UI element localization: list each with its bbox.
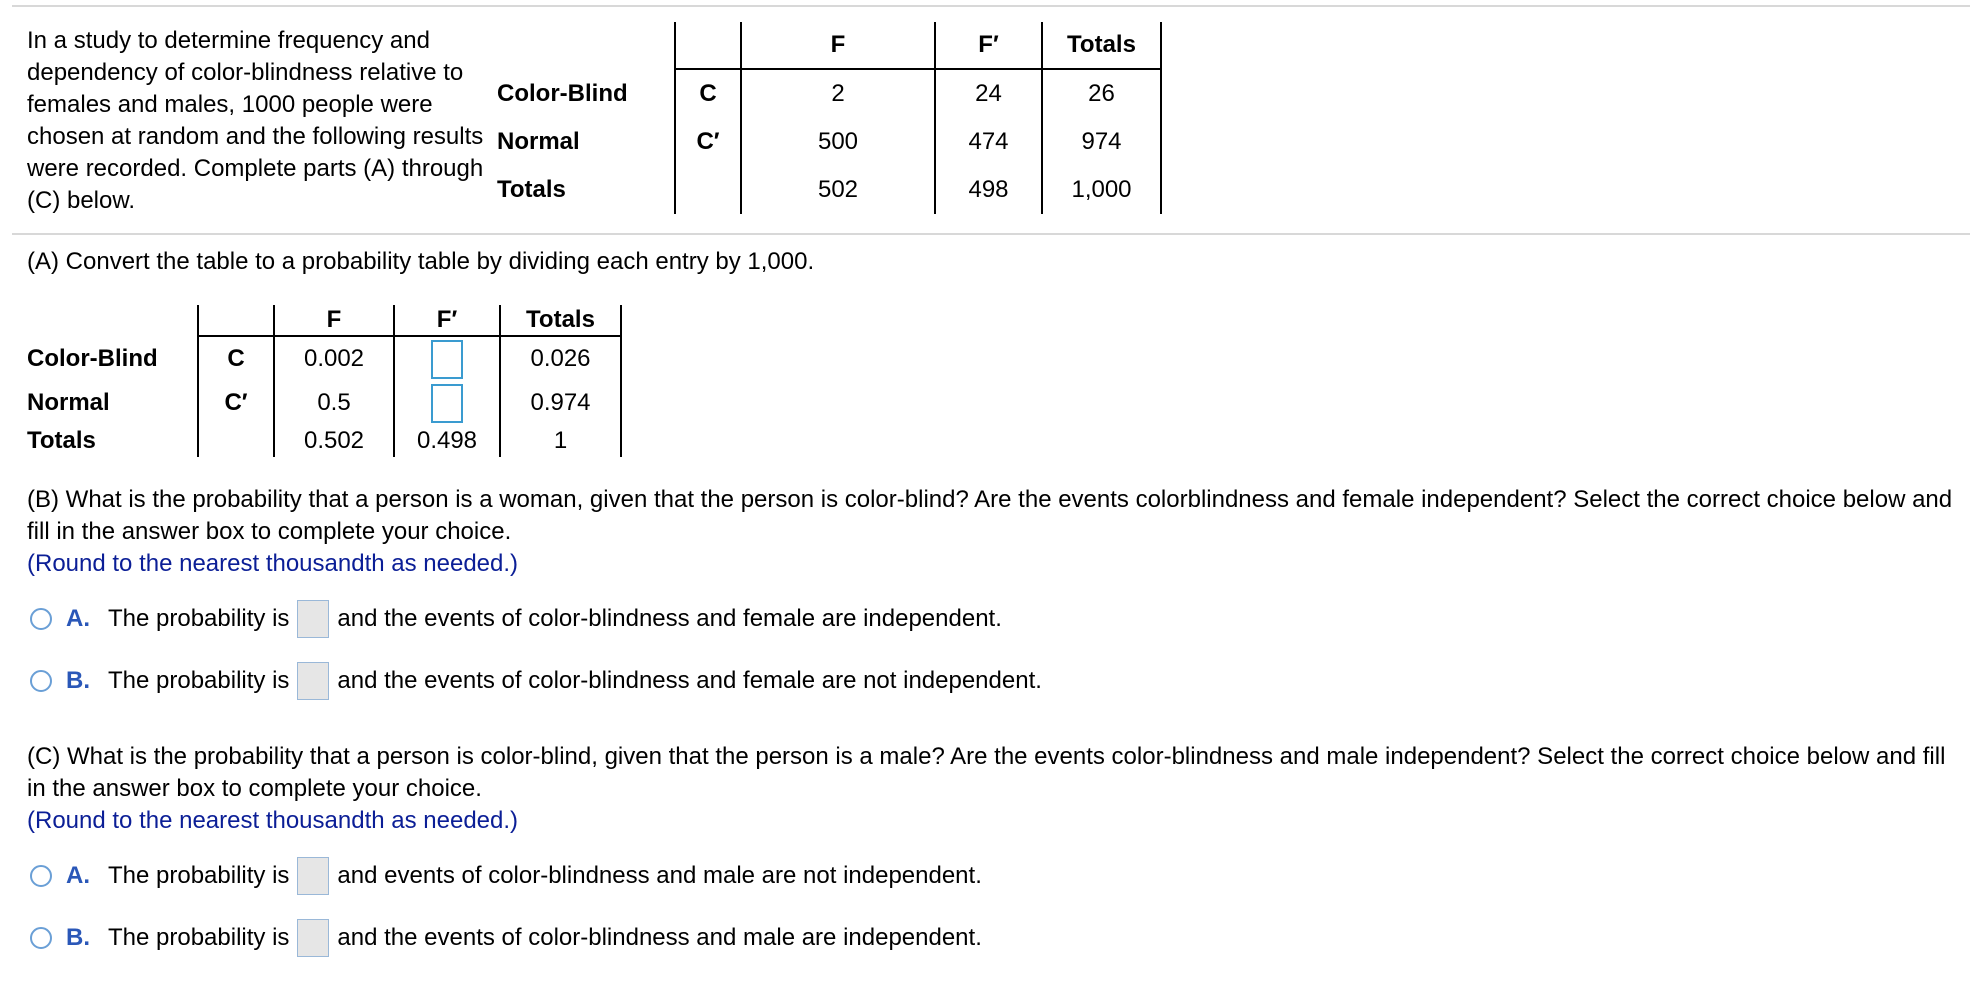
cell: 498 [935,166,1042,214]
header-f: F [274,305,394,336]
header-f: F [741,22,935,69]
header-totals: Totals [500,305,621,336]
cell: 0.026 [500,336,621,381]
header-f-prime: F′ [935,22,1042,69]
part-c-prompt: (C) What is the probability that a person is color-blind, given that the person is a male? Are the events color-blindness and male independent? Select the correct choice below and fill in the answer box to complete your choice. [27,743,1946,802]
choice-text: and the events of color-blindness and female are independent. [337,605,1002,632]
part-a-prompt: (A) Convert the table to a probability table by dividing each entry by 1,000. [27,248,815,275]
radio-icon[interactable] [30,865,52,887]
part-b-choice-a[interactable] [30,599,1002,639]
cell: 2 [741,69,935,118]
choice-text: and the events of color-blindness and male are independent. [337,924,982,951]
cell: 974 [1042,118,1161,166]
row-symbol [198,425,274,457]
cell: 0.5 [274,381,394,425]
choice-letter: B. [66,924,90,951]
choice-text: The probability is [108,667,290,694]
cell: 24 [935,69,1042,118]
answer-input-c-fprime[interactable] [431,340,463,379]
answer-input[interactable] [297,662,329,700]
answer-input[interactable] [297,600,329,638]
choice-text: and events of color-blindness and male are not independent. [337,862,982,889]
cell: 1,000 [1042,166,1161,214]
radio-icon[interactable] [30,927,52,949]
choice-text: The probability is [108,924,290,951]
row-symbol: C′ [198,381,274,425]
cell: 26 [1042,69,1161,118]
row-label: Color-Blind [497,79,628,107]
part-b-prompt: (B) What is the probability that a person is a woman, given that the person is color-blind? Are the events colorblindness and female independent? Select the correct choice below and fill in the answer box to complete your choice. [27,486,1953,545]
choice-letter: A. [66,605,90,632]
row-symbol: C [675,69,741,118]
part-b-hint: (Round to the nearest thousandth as needed.) [27,550,519,577]
probability-table [27,305,622,457]
cell: 1 [500,425,621,457]
part-c-hint: (Round to the nearest thousandth as needed.) [27,807,519,834]
header-f-prime: F′ [394,305,500,336]
answer-input[interactable] [297,919,329,957]
cell: 0.502 [274,425,394,457]
choice-text: and the events of color-blindness and female are not independent. [337,667,1042,694]
cell: 0.974 [500,381,621,425]
answer-input-cprime-fprime[interactable] [431,384,463,423]
cell: 502 [741,166,935,214]
part-c-choice-b[interactable] [30,918,982,958]
cell: 474 [935,118,1042,166]
radio-icon[interactable] [30,608,52,630]
choice-text: The probability is [108,605,290,632]
cell: 500 [741,118,935,166]
row-symbol [675,166,741,214]
choice-letter: A. [66,862,90,889]
section-divider [12,233,1970,235]
intro-text: In a study to determine frequency and dependency of color-blindness relative to females and males, 1000 people were chosen at random and the following results were recorded. Complete parts (A) through (C) below. [27,27,484,214]
row-label: Totals [27,427,96,454]
choice-text: The probability is [108,862,290,889]
row-label: Normal [497,128,580,155]
part-b-choice-b[interactable] [30,661,1042,701]
row-symbol: C [198,336,274,381]
top-divider [12,5,1970,7]
row-symbol: C′ [675,118,741,166]
part-c-choice-a[interactable] [30,856,982,896]
row-label: Totals [497,176,566,203]
row-label: Normal [27,389,110,416]
cell: 0.498 [394,425,500,457]
answer-input[interactable] [297,857,329,895]
choice-letter: B. [66,667,90,694]
radio-icon[interactable] [30,670,52,692]
header-totals: Totals [1042,22,1161,69]
data-table [493,22,1162,214]
cell: 0.002 [274,336,394,381]
row-label: Color-Blind [27,344,158,372]
